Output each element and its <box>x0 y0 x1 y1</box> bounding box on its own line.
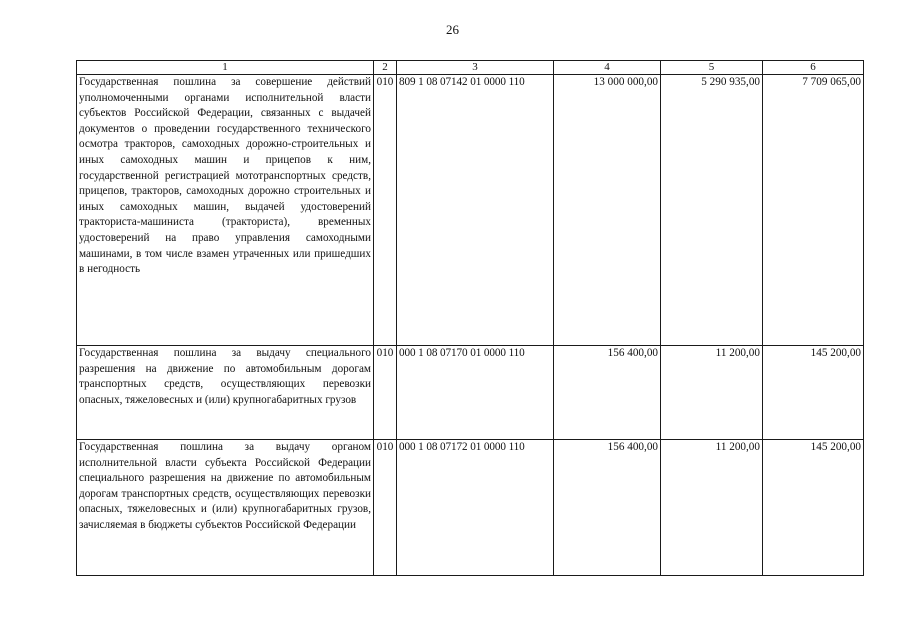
row-col5-value: 5 290 935,00 <box>661 75 763 346</box>
row-col4-value: 156 400,00 <box>554 346 661 440</box>
row-line-code: 010 <box>374 75 397 346</box>
table-row <box>77 346 864 440</box>
header-col-3: 3 <box>397 61 554 75</box>
row-line-code: 010 <box>374 440 397 576</box>
table-row <box>77 440 864 576</box>
row-name: Государственная пошлина за совершение действий уполномоченными органами исполнительной власти субъектов Российской Федерации, связанных с выдачей документов о проведении государственного технического осмотра тракторов, самоходных дорожно-строительных и иных самоходных машин и прицепов к ним, государственной регистрацией мототранспортных средств, прицепов, тракторов, самоходных дорожно строительных и иных самоходных машин, выдачей удостоверений тракториста-машиниста (тракториста), временных удостоверений на право управления самоходными машинами, в том числе взамен утраченных или пришедших в негодность <box>77 75 374 346</box>
row-col6-value: 7 709 065,00 <box>763 75 864 346</box>
row-col4-value: 156 400,00 <box>554 440 661 576</box>
row-name: Государственная пошлина за выдачу специального разрешения на движение по автомобильным дорогам транспортных средств, осуществляющих перевозки опасных, тяжеловесных и (или) крупногабаритных грузов <box>77 346 374 440</box>
row-col5-value: 11 200,00 <box>661 346 763 440</box>
header-col-1: 1 <box>77 61 374 75</box>
row-budget-code: 000 1 08 07172 01 0000 110 <box>397 440 554 576</box>
budget-table <box>76 60 864 576</box>
header-col-5: 5 <box>661 61 763 75</box>
header-col-6: 6 <box>763 61 864 75</box>
row-line-code: 010 <box>374 346 397 440</box>
row-col4-value: 13 000 000,00 <box>554 75 661 346</box>
row-budget-code: 809 1 08 07142 01 0000 110 <box>397 75 554 346</box>
header-row <box>77 61 864 75</box>
row-name: Государственная пошлина за выдачу органом исполнительной власти субъекта Российской Федерации специального разрешения на движение по автомобильным дорогам транспортных средств, осуществляющих перевозки опасных, тяжеловесных и (или) крупногабаритных грузов, зачисляемая в бюджеты субъектов Российской Федерации <box>77 440 374 576</box>
row-col6-value: 145 200,00 <box>763 346 864 440</box>
page-number: 26 <box>446 22 459 37</box>
table-row <box>77 75 864 346</box>
row-budget-code: 000 1 08 07170 01 0000 110 <box>397 346 554 440</box>
row-col6-value: 145 200,00 <box>763 440 864 576</box>
header-col-4: 4 <box>554 61 661 75</box>
row-col5-value: 11 200,00 <box>661 440 763 576</box>
header-col-2: 2 <box>374 61 397 75</box>
